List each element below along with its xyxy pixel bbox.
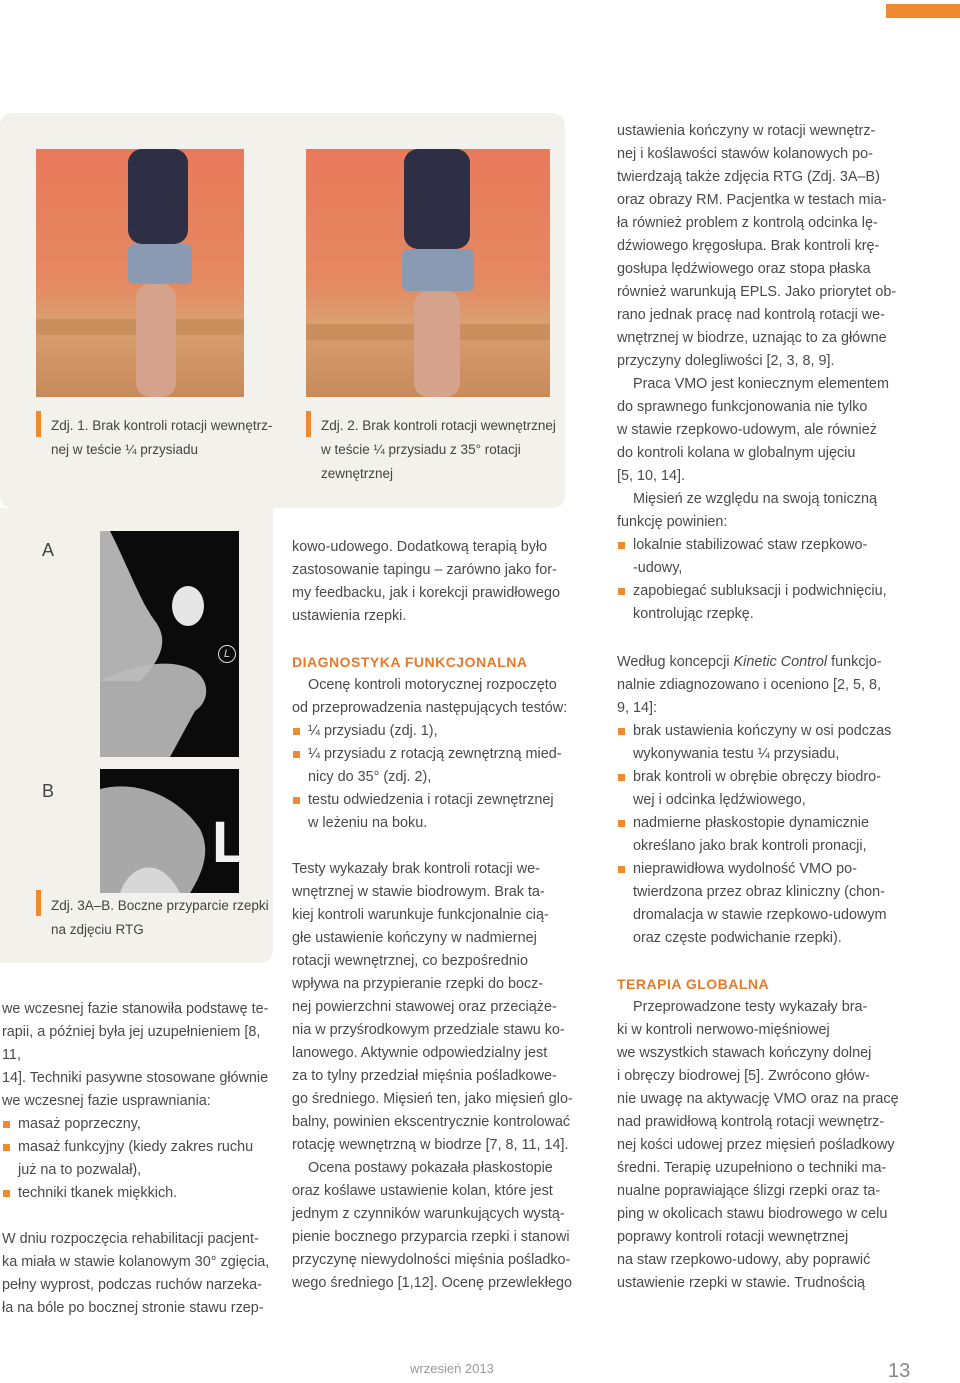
figure-1-caption: Zdj. 1. Brak kontroli rotacji wewnętrz- nej w teście ¼ przysiadu (51, 418, 273, 457)
list-item: nadmierne płaskostopie dynamicznie określano jako brak kontroli pronacji, (617, 812, 907, 858)
xray-marker-l-large: L (212, 810, 248, 875)
shorts (402, 249, 474, 291)
right-col-bottom-text: Według koncepcji Kinetic Control funkcjo- nalnie zdiagnozowano i oceniono [2, 5, 8, 9, 14]: brak ustawienia kończyny w osi podczas wykonywania testu ¼ przysiadu, brak kontroli w obrębie obręczy biodro- wej i odcinka lędźwiowego, nadmierne płaskostopie dynamicznie określano jako brak kontroli pronacji, nieprawidłowa wydolność VMO po- twierdzona przez obraz kliniczny (chon- dromalacja w stawie rzepkowo-udowym oraz częste podwichanie rzepki). TERAPIA GLOBALNA Przeprowadzone testy wykazały bra- ki w kontroli nerwowo-mięśniowej we wszystkich stawach kończyny dolnej i obręczy biodrowej [5]. Zwrócono głów- nie uwagę na aktywację VMO oraz na pracę nad prawidłową kontrolą rotacji wewnętrz- nej kości udowej przez mięsień pośladkowy średni. Terapię uzupełniono o techniki ma- nualne poprawiające ślizgi rzepki oraz ta- ping w okolicach stawu biodrowego w celu poprawy kontroli rotacji wewnętrznej na staw rzepkowo-udowy, aby poprawić ustawienie rzepki w stawie. Trudnością (617, 651, 907, 1295)
left-col-bottom-text: we wczesnej fazie stanowiła podstawę te- rapii, a później była jej uzupełnieniem [8, 11, 14]. Techniki pasywne stosowane głównie we wczesnej fazie usprawniania: masaż poprzeczny, masaż funkcyjny (kiedy zakres ruchu już na to pozwalał), techniki tkanek miękkich. W dniu rozpoczęcia rehabilitacji pacjent- ka miała w stawie kolanowym 30° zgięcia, pełny wyprost, podczas ruchów narzeka- ła na bóle po bocznej stronie stawu rzep- (2, 998, 272, 1320)
list-item: ¼ przysiadu (zdj. 1), (292, 720, 582, 743)
photo-squat-test (36, 149, 244, 397)
shorts (128, 244, 192, 284)
mid-col-top-text: kowo-udowego. Dodatkową terapią było zastosowanie tapingu – zarówno jako for- my feedbacku, jak i korekcji prawidłowego ustawienia rzepki. (292, 539, 560, 624)
xray-a (100, 531, 239, 757)
section-heading: TERAPIA GLOBALNA (617, 976, 770, 992)
photo-squat-rotation-test (306, 149, 550, 397)
xray-marker-l: L (218, 645, 236, 663)
list-item: masaż poprzeczny, (2, 1113, 272, 1136)
list-item: testu odwiedzenia i rotacji zewnętrznej w leżeniu na boku. (292, 789, 582, 835)
legs (414, 291, 460, 397)
right-col-top-text: ustawienia kończyny w rotacji wewnętrz- nej i koślawości stawów kolanowych po- twierdzają także zdjęcia RTG (Zdj. 3A–B) oraz obrazy RM. Pacjentka w testach mia- ła również problem z kontrolą odcinka lę- dźwiowego kręgosłupa. Brak kontroli krę- gosłupa lędźwiowego oraz stopa płaska również warunkują EPLS. Jako priorytet ob- rano jednak pracę nad kontrolą rotacji we- wnętrznej w biodrze, uznając to za główne przyczyny dolegliwości [2, 3, 8, 9]. Praca VMO jest koniecznym elementem do sprawnego funkcjonowania nie tylko w stawie rzepkowo-udowym, ale również do kontroli kolana w globalnym ujęciu [5, 10, 14]. Mięsień ze względu na swoją toniczną funkcję powinien: lokalnie stabilizować staw rzepkowo- -udowy, zapobiegać subluksacji i podwichnięciu, kontrolując rzepkę. (617, 120, 907, 626)
list-item: techniki tkanek miękkich. (2, 1182, 272, 1205)
passive-techniques-list (2, 1113, 272, 1205)
label-a: A (42, 540, 55, 560)
legs (136, 284, 176, 397)
caption-marker (306, 411, 311, 437)
diagnosis-list (617, 720, 907, 950)
list-item: brak ustawienia kończyny w osi podczas wykonywania testu ¼ przysiadu, (617, 720, 907, 766)
vmo-function-list (617, 534, 907, 626)
person-figure (128, 149, 188, 244)
caption-marker (36, 411, 41, 437)
list-item: nieprawidłowa wydolność VMO po- twierdzona przez obraz kliniczny (chon- dromalacja w stawie rzepkowo-udowym oraz częste podwichanie rzepki). (617, 858, 907, 950)
list-item: zapobiegać subluksacji i podwichnięciu, kontrolując rzepkę. (617, 580, 907, 626)
list-item: ¼ przysiadu z rotacją zewnętrzną mied- nicy do 35° (zdj. 2), (292, 743, 582, 789)
xray-b (100, 769, 248, 893)
tests-list (292, 720, 582, 835)
list-item: lokalnie stabilizować staw rzepkowo- -udowy, (617, 534, 907, 580)
person-figure (404, 149, 470, 249)
caption-marker (36, 890, 41, 916)
knee-bones (100, 531, 239, 757)
section-heading: DIAGNOSTYKA FUNKCJONALNA (292, 654, 528, 670)
list-item: brak kontroli w obrębie obręczy biodro- wej i odcinka lędźwiowego, (617, 766, 907, 812)
page-number: 13 (888, 1360, 911, 1382)
figure-3-caption: Zdj. 3A–B. Boczne przyparcie rzepki na zdjęciu RTG (51, 898, 269, 937)
mid-col-bottom-text: DIAGNOSTYKA FUNKCJONALNA Ocenę kontroli motorycznej rozpoczęto od przeprowadzenia następujących testów: ¼ przysiadu (zdj. 1), ¼ przysiadu z rotacją zewnętrzną mied- nicy do 35° (zdj. 2), testu odwiedzenia i rotacji zewnętrznej w leżeniu na boku. Testy wykazały brak kontroli rotacji we- wnętrznej w stawie biodrowym. Brak ta- kiej kontroli warunkuje funkcjonalnie cią- głe ustawienie kończyny w nadmiernej rotacji wewnętrznej, co bezpośrednio wpływa na przypieranie rzepki do bocz- nej powierzchni stawowej oraz przeciąże- nia w przyśrodkowym przedziale stawu ko- lanowego. Aktywnie odpowiedzialny jest za to tylny przedział mięśnia pośladkowe- go średniego. Mięsień ten, jako mięsień glo- balny, powinien ekscentrycznie kontrolować rotację wewnętrzną w biodrze [7, 8, 11, 14]. Ocena postawy pokazała płaskostopie oraz koślawe ustawienie kolan, które jest jednym z czynników warunkujących wystą- pienie bocznego przyparcia rzepki i stanowi przyczynę niewydolności mięśnia pośladko- wego średniego [1,12]. Ocenę przewlekłego (292, 651, 582, 1295)
footer-date: wrzesień 2013 (410, 1361, 494, 1376)
figure-2-caption: Zdj. 2. Brak kontroli rotacji wewnętrznej w teście ¼ przysiadu z 35° rotacji zewnętrznej (321, 418, 556, 481)
label-b: B (42, 781, 55, 801)
list-item: masaż funkcyjny (kiedy zakres ruchu już na to pozwalał), (2, 1136, 272, 1182)
corner-tab (886, 4, 960, 18)
